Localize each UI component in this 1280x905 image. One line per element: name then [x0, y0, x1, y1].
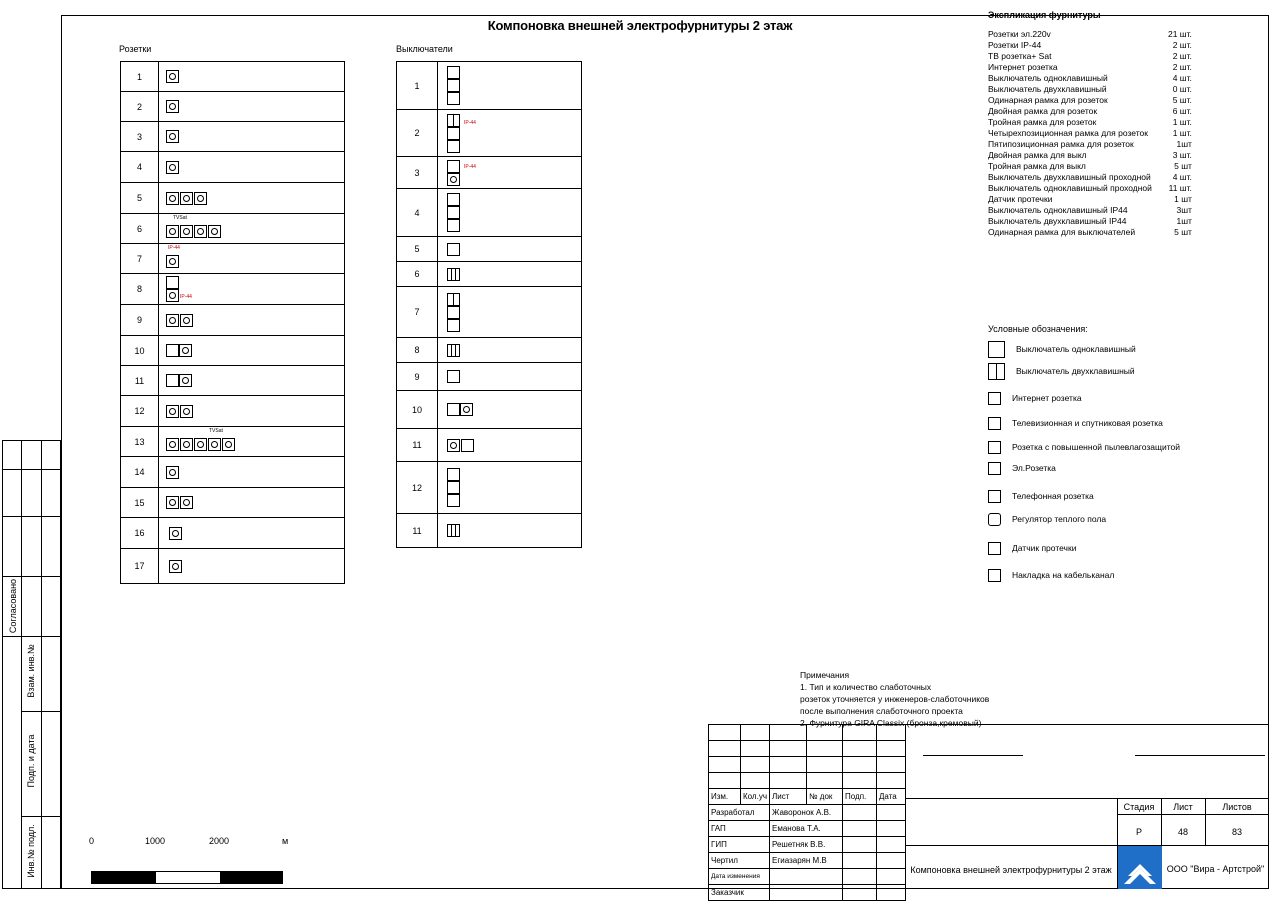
ip44-mark: IP-44 — [168, 245, 180, 251]
tvsat-mark: TVSat — [209, 428, 223, 434]
explication-row — [988, 216, 1192, 227]
switches-table — [396, 61, 582, 548]
tvsat-mark: TVSat — [173, 215, 187, 221]
explication-qty: 1шт — [1176, 139, 1192, 149]
explication-row — [988, 139, 1192, 150]
switch-icon — [447, 160, 460, 173]
switch-row-num: 4 — [397, 189, 438, 237]
legend-item: Интернет розетка — [988, 390, 1082, 406]
switch-icon — [447, 79, 460, 92]
legend-item: Датчик протечки — [988, 540, 1076, 556]
role-gip: ГИП — [709, 837, 770, 853]
sheets-value: 83 — [1231, 827, 1242, 837]
explication-qty: 5 шт — [1174, 227, 1192, 237]
note-line: розеток уточняется у инженеров-слаботочников — [800, 694, 990, 704]
side-stamp — [2, 440, 61, 889]
double-switch-icon — [988, 363, 1005, 380]
company-logo — [1118, 846, 1162, 889]
switch-row-num: 8 — [397, 338, 438, 363]
col-izm: Изм. — [709, 789, 741, 805]
side-stamp-agreed: Согласовано — [8, 578, 18, 634]
switch-row-num: 11 — [397, 514, 438, 548]
sheets-label: Листов — [1222, 802, 1252, 812]
ip44-socket-icon — [166, 289, 179, 302]
socket-row-num: 6 — [121, 214, 159, 244]
socket-icon — [166, 466, 179, 479]
explication-qty: 5 шт. — [1172, 95, 1192, 105]
socket-row-num: 3 — [121, 122, 159, 152]
legend-item: Эл.Розетка — [988, 460, 1056, 476]
side-stamp-inv: Инв.№ подл. — [26, 824, 36, 878]
explication-row — [988, 150, 1192, 161]
socket-icon — [169, 527, 182, 540]
explication-name: Тройная рамка для розеток — [988, 117, 1097, 127]
explication-row — [988, 73, 1192, 84]
switch-icon — [447, 306, 460, 319]
socket-row-num: 17 — [121, 549, 159, 584]
tv-socket-icon — [988, 417, 1001, 430]
socket-row-num: 5 — [121, 183, 159, 214]
switch-icon — [447, 481, 460, 494]
explication-qty: 5 шт — [1174, 161, 1192, 171]
explication-qty: 6 шт. — [1172, 106, 1192, 116]
switch-row-num: 11 — [397, 429, 438, 462]
explication-name: ТВ розетка+ Sat — [988, 51, 1052, 61]
socket-icon — [166, 438, 179, 451]
tv-socket-icon — [180, 225, 193, 238]
switch-icon — [447, 494, 460, 507]
ip44-mark: IP-44 — [464, 164, 476, 170]
explication-qty: 1шт — [1176, 216, 1192, 226]
explication-qty: 1 шт. — [1172, 128, 1192, 138]
ip44-mark: IP-44 — [464, 120, 476, 126]
socket-icon — [179, 344, 192, 357]
switch-icon — [447, 92, 460, 105]
cable-channel-cover-icon — [988, 569, 1001, 582]
socket-icon — [194, 438, 207, 451]
switch-icon — [447, 468, 460, 481]
switch-row-num: 1 — [397, 62, 438, 110]
switch-row-num: 9 — [397, 363, 438, 391]
switch-icon — [447, 370, 460, 383]
role-change-date: Дата изменения — [709, 869, 770, 885]
switches-heading: Выключатели — [396, 44, 453, 54]
role-customer: Заказчик — [709, 885, 770, 901]
switch-row-num: 10 — [397, 391, 438, 429]
triple-switch-icon — [447, 268, 460, 281]
explication-name: Двойная рамка для розеток — [988, 106, 1098, 116]
switch-row-num: 5 — [397, 237, 438, 262]
explication-name: Четырехпозиционная рамка для розеток — [988, 128, 1148, 138]
explication-row — [988, 183, 1192, 194]
socket-icon — [180, 192, 193, 205]
switch-icon — [447, 403, 460, 416]
legend-heading: Условные обозначения: — [988, 324, 1088, 334]
tv-socket-icon — [208, 438, 221, 451]
switch-row-num: 12 — [397, 462, 438, 514]
scale-tick-2000: 2000 — [209, 836, 230, 846]
double-switch-icon — [447, 293, 460, 306]
scale-tick-0: 0 — [89, 836, 95, 846]
name-developer: Жаворонок А.В. — [770, 805, 843, 821]
single-switch-icon — [988, 341, 1005, 358]
col-list: Лист — [770, 789, 807, 805]
doc-title: Компоновка внешней электрофурнитуры 2 этаж — [910, 865, 1112, 875]
internet-socket-icon — [166, 225, 179, 238]
explication-name: Розетки IP-44 — [988, 40, 1042, 50]
explication-heading: Экспликация фурнитуры — [988, 10, 1101, 20]
legend-item: Телефонная розетка — [988, 488, 1094, 504]
explication-name: Двойная рамка для выкл — [988, 150, 1087, 160]
explication-name: Выключатель двухклавишный — [988, 84, 1107, 94]
explication-name: Датчик протечки — [988, 194, 1053, 204]
socket-row-num: 9 — [121, 305, 159, 336]
name-drafter: Егиазарян М.В — [770, 853, 843, 869]
scale-bar — [91, 871, 283, 884]
double-switch-icon — [447, 114, 460, 127]
col-date: Дата — [877, 789, 906, 805]
explication-name: Выключатель одноклавишный — [988, 73, 1108, 83]
notes — [800, 669, 989, 729]
sockets-table — [120, 61, 345, 584]
legend-item: Накладка на кабельканал — [988, 567, 1114, 583]
stage-value: Р — [1135, 827, 1142, 837]
explication-row — [988, 161, 1192, 172]
socket-icon — [208, 225, 221, 238]
socket-icon — [166, 192, 179, 205]
switch-icon — [166, 374, 179, 387]
switch-icon — [461, 439, 474, 452]
switch-icon — [447, 66, 460, 79]
note-line: 1. Тип и количество слаботочных — [800, 682, 932, 692]
explication-name: Выключатель двухклавишный проходной — [988, 172, 1151, 182]
legend-item: Выключатель двухклавишный — [988, 363, 1135, 379]
socket-icon — [180, 314, 193, 327]
explication-name: Выключатель одноклавишный проходной — [988, 183, 1152, 193]
note-line: после выполнения слаботочного проекта — [800, 706, 963, 716]
leak-sensor-icon — [988, 542, 1001, 555]
socket-icon — [194, 225, 207, 238]
switch-icon — [447, 243, 460, 256]
socket-icon — [180, 405, 193, 418]
socket-icon — [166, 405, 179, 418]
leak-sensor-icon — [169, 560, 182, 573]
explication-qty: 3шт — [1176, 205, 1192, 215]
sheet-label: Лист — [1173, 802, 1193, 812]
side-stamp-sign: Подп. и дата — [26, 734, 36, 788]
switch-icon — [447, 206, 460, 219]
socket-icon — [166, 100, 179, 113]
socket-icon — [447, 173, 460, 186]
switch-icon — [447, 127, 460, 140]
explication-name: Интернет розетка — [988, 62, 1058, 72]
socket-icon — [180, 496, 193, 509]
socket-icon — [166, 314, 179, 327]
name-gip: Решетняк В.В. — [770, 837, 843, 853]
explication-row — [988, 106, 1192, 117]
explication-row — [988, 29, 1192, 40]
explication-table — [988, 29, 1192, 238]
explication-row — [988, 128, 1192, 139]
triple-switch-icon — [447, 524, 460, 537]
explication-qty: 1 шт — [1174, 194, 1192, 204]
socket-row-num: 1 — [121, 62, 159, 92]
explication-name: Одинарная рамка для розеток — [988, 95, 1108, 105]
explication-name: Выключатель одноклавишный IP44 — [988, 205, 1128, 215]
phone-socket-icon — [988, 490, 1001, 503]
switch-icon — [447, 140, 460, 153]
explication-row — [988, 172, 1192, 183]
socket-icon — [166, 496, 179, 509]
switch-row-num: 7 — [397, 287, 438, 338]
col-doc: № док — [807, 789, 843, 805]
explication-row — [988, 40, 1192, 51]
socket-row-num: 11 — [121, 366, 159, 396]
note-line: 2. Фурнитура GIRA Classix (бронза,кремовый) — [800, 718, 982, 728]
ip44-socket-icon — [988, 441, 1001, 454]
col-sign: Подп. — [843, 789, 877, 805]
socket-row-num: 7 — [121, 244, 159, 274]
side-stamp-replace: Взам. инв.№ — [26, 644, 36, 698]
socket-row-num: 14 — [121, 457, 159, 488]
notes-heading: Примечания — [800, 670, 850, 680]
explication-row — [988, 51, 1192, 62]
socket-row-num: 4 — [121, 152, 159, 183]
explication-qty: 2 шт. — [1172, 40, 1192, 50]
socket-row-num: 16 — [121, 518, 159, 549]
legend-item: Регулятор теплого пола — [988, 511, 1106, 527]
explication-qty: 1 шт. — [1172, 117, 1192, 127]
socket-icon — [447, 439, 460, 452]
explication-name: Розетки эл.220v — [988, 29, 1051, 39]
internet-socket-icon — [222, 438, 235, 451]
explication-row — [988, 194, 1192, 205]
internet-socket-icon — [988, 392, 1001, 405]
socket-icon — [166, 70, 179, 83]
socket-row-num: 13 — [121, 427, 159, 457]
explication-qty: 2 шт. — [1172, 51, 1192, 61]
socket-icon — [988, 462, 1001, 475]
switch-icon — [166, 276, 179, 289]
floor-heating-regulator-icon — [988, 513, 1001, 526]
explication-qty: 0 шт. — [1172, 84, 1192, 94]
role-developer: Разработал — [709, 805, 770, 821]
sheet-value: 48 — [1177, 827, 1188, 837]
revision-table — [708, 724, 906, 901]
legend-item: Розетка с повышенной пылевлагозащитой — [988, 439, 1180, 455]
col-kol: Кол.уч — [741, 789, 770, 805]
explication-name: Одинарная рамка для выключателей — [988, 227, 1136, 237]
role-gap: ГАП — [709, 821, 770, 837]
socket-row-num: 12 — [121, 396, 159, 427]
legend-item: Телевизионная и спутниковая розетка — [988, 415, 1163, 431]
explication-qty: 3 шт. — [1172, 150, 1192, 160]
switch-icon — [447, 193, 460, 206]
switch-row-num: 6 — [397, 262, 438, 287]
sockets-heading: Розетки — [119, 44, 152, 54]
explication-row — [988, 117, 1192, 128]
title-block — [708, 724, 1269, 897]
scale-tick-1000: 1000 — [145, 836, 166, 846]
explication-name: Тройная рамка для выкл — [988, 161, 1086, 171]
switch-row-num: 2 — [397, 110, 438, 157]
explication-qty: 4 шт. — [1172, 172, 1192, 182]
scale-unit: м — [282, 836, 289, 846]
name-gap: Еманова Т.А. — [770, 821, 843, 837]
page-title: Компоновка внешней электрофурнитуры 2 этаж — [487, 18, 793, 33]
stage-label: Стадия — [1123, 802, 1155, 812]
explication-qty: 2 шт. — [1172, 62, 1192, 72]
socket-row-num: 8 — [121, 274, 159, 305]
explication-qty: 21 шт. — [1167, 29, 1192, 39]
ip44-mark: IP-44 — [180, 293, 192, 300]
legend-item: Выключатель одноклавишный — [988, 341, 1136, 357]
socket-row-num: 2 — [121, 92, 159, 122]
explication-row — [988, 95, 1192, 106]
socket-row-num: 15 — [121, 488, 159, 518]
ip44-socket-icon — [166, 255, 179, 268]
switch-row-num: 3 — [397, 157, 438, 189]
socket-icon — [194, 192, 207, 205]
explication-row — [988, 227, 1192, 238]
internet-socket-icon — [166, 161, 179, 174]
explication-name: Выключатель двухклавишный IP44 — [988, 216, 1127, 226]
socket-icon — [460, 403, 473, 416]
socket-icon — [166, 130, 179, 143]
role-drafter: Чертил — [709, 853, 770, 869]
switch-icon — [447, 219, 460, 232]
switch-icon — [447, 319, 460, 332]
socket-row-num: 10 — [121, 336, 159, 366]
explication-row — [988, 205, 1192, 216]
socket-icon — [179, 374, 192, 387]
triple-switch-icon — [447, 344, 460, 357]
explication-qty: 11 шт. — [1168, 183, 1192, 193]
explication-row — [988, 62, 1192, 73]
explication-name: Пятипозиционная рамка для розеток — [988, 139, 1134, 149]
explication-row — [988, 84, 1192, 95]
switch-icon — [166, 344, 179, 357]
socket-icon — [180, 438, 193, 451]
company-name: ООО "Вира - Артстрой" — [1166, 864, 1265, 874]
explication-qty: 4 шт. — [1172, 73, 1192, 83]
